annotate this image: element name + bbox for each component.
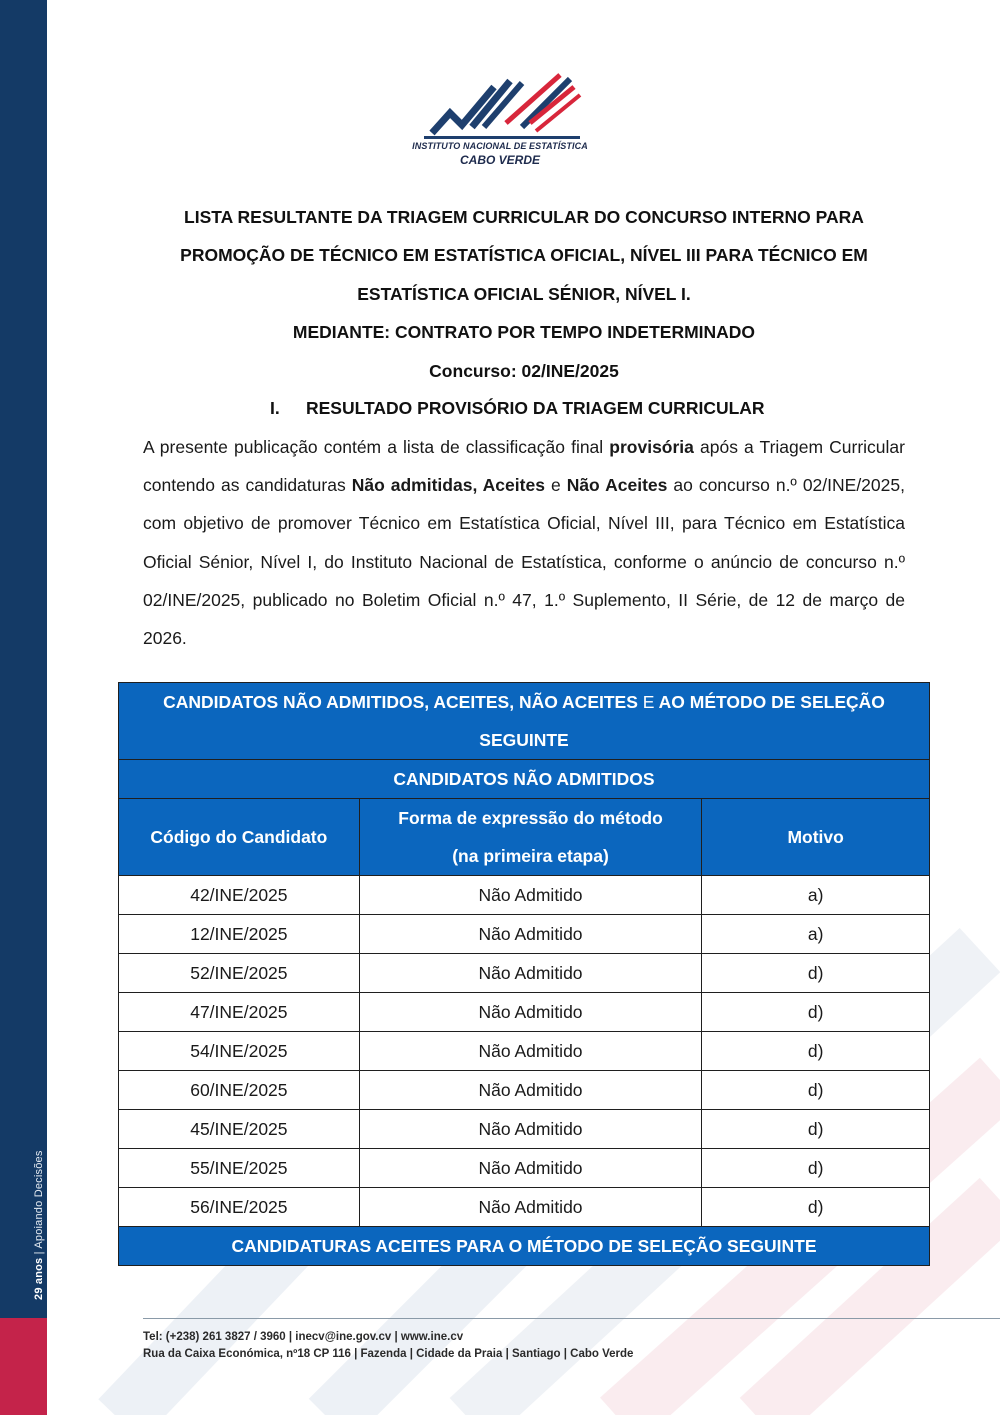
table-row	[119, 1032, 930, 1071]
column-header-method-line1: Forma de expressão do método	[398, 808, 663, 828]
table-column-header-row	[119, 799, 930, 876]
sidebar-red-block	[0, 1318, 47, 1415]
sidebar-slogan-text: Apoiando Decisões	[33, 1150, 45, 1249]
cell-reason: a)	[702, 915, 930, 954]
cell-reason: d)	[702, 993, 930, 1032]
sidebar-years: 29 anos	[33, 1257, 45, 1300]
table-title	[119, 683, 930, 760]
logo-country-name: CABO VERDE	[459, 153, 540, 167]
table-row	[119, 1188, 930, 1227]
table-title-part-c: AO MÉTODO DE SELEÇÃO SEGUINTE	[479, 692, 885, 750]
para-bold-admitidas: Não admitidas, Aceites	[351, 475, 545, 496]
table-row	[119, 1149, 930, 1188]
cell-reason: d)	[702, 1110, 930, 1149]
footer-contacts: Tel: (+238) 261 3827 / 3960 | inecv@ine.gov.cv | www.ine.cv	[143, 1331, 464, 1343]
para-text-4: ao concurso n.º 02/INE/2025, com objetivo de promover Técnico em Estatística Oficial, Nível III, para Técnico em Estatística Oficial Sénior, Nível I, do Instituto Nacional de Estatística, conforme o anúncio de concurso n.º 02/INE/2025, publicado no Boletim Oficial n.º 47, 1.º Suplemento, II Série, de 12 de março de 2026.	[143, 475, 905, 649]
cell-method: Não Admitido	[359, 915, 702, 954]
para-text-1: A presente publicação contém a lista de classificação final	[143, 437, 610, 457]
cell-reason: d)	[702, 954, 930, 993]
table-row	[119, 915, 930, 954]
cell-method: Não Admitido	[359, 1032, 702, 1071]
section-heading	[270, 398, 765, 419]
title-line-3: ESTATÍSTICA OFICIAL SÉNIOR, NÍVEL I.	[357, 284, 691, 304]
cell-candidate-code: 42/INE/2025	[119, 876, 360, 915]
column-header-reason: Motivo	[702, 799, 930, 876]
cell-method: Não Admitido	[359, 993, 702, 1032]
cell-candidate-code: 52/INE/2025	[119, 954, 360, 993]
cell-candidate-code: 55/INE/2025	[119, 1149, 360, 1188]
para-bold-provisoria: provisória	[609, 437, 694, 457]
column-header-method	[359, 799, 702, 876]
cell-candidate-code: 56/INE/2025	[119, 1188, 360, 1227]
cell-reason: d)	[702, 1071, 930, 1110]
table-row	[119, 1071, 930, 1110]
footer-address: Rua da Caixa Económica, nº18 CP 116 | Fazenda | Cidade da Praia | Santiago | Cabo Verde	[143, 1348, 634, 1360]
cell-method: Não Admitido	[359, 954, 702, 993]
intro-paragraph	[143, 428, 905, 657]
section-title: RESULTADO PROVISÓRIO DA TRIAGEM CURRICULAR	[306, 398, 765, 418]
column-header-method-line2: (na primeira etapa)	[452, 846, 609, 866]
cell-reason: d)	[702, 1149, 930, 1188]
accepted-candidates-header: CANDIDATURAS ACEITES PARA O MÉTODO DE SELEÇÃO SEGUINTE	[119, 1227, 930, 1266]
cell-method: Não Admitido	[359, 1110, 702, 1149]
cell-reason: d)	[702, 1032, 930, 1071]
cell-candidate-code: 60/INE/2025	[119, 1071, 360, 1110]
footer-divider	[143, 1318, 1000, 1319]
cell-candidate-code: 45/INE/2025	[119, 1110, 360, 1149]
table-title-part-a: CANDIDATOS NÃO ADMITIDOS, ACEITES, NÃO ACEITES	[163, 692, 643, 712]
table-row	[119, 954, 930, 993]
cell-method: Não Admitido	[359, 876, 702, 915]
table-title-row	[119, 683, 930, 760]
column-header-code: Código do Candidato	[119, 799, 360, 876]
table-accepted-header-row	[119, 1227, 930, 1266]
title-line-2: PROMOÇÃO DE TÉCNICO EM ESTATÍSTICA OFICIAL, NÍVEL III PARA TÉCNICO EM	[180, 245, 868, 265]
cell-candidate-code: 47/INE/2025	[119, 993, 360, 1032]
table-row	[119, 876, 930, 915]
table-title-part-b: E	[642, 692, 655, 712]
sidebar-slogan	[33, 1150, 45, 1300]
cell-reason: a)	[702, 876, 930, 915]
table-subheader: CANDIDATOS NÃO ADMITIDOS	[119, 760, 930, 799]
cell-method: Não Admitido	[359, 1071, 702, 1110]
para-text-3: e	[544, 475, 567, 496]
cell-method: Não Admitido	[359, 1188, 702, 1227]
cell-reason: d)	[702, 1188, 930, 1227]
cell-candidate-code: 54/INE/2025	[119, 1032, 360, 1071]
para-bold-nao-aceites: Não Aceites	[566, 475, 668, 496]
cell-candidate-code: 12/INE/2025	[119, 915, 360, 954]
table-row	[119, 1110, 930, 1149]
results-table	[118, 682, 930, 1266]
logo-institute-name: INSTITUTO NACIONAL DE ESTATÍSTICA	[412, 141, 588, 151]
table-subheader-row	[119, 760, 930, 799]
contest-number: Concurso: 02/INE/2025	[429, 361, 619, 381]
table-row	[119, 993, 930, 1032]
contract-type: MEDIANTE: CONTRATO POR TEMPO INDETERMINADO	[292, 322, 756, 342]
sidebar-separator: |	[33, 1251, 45, 1255]
section-number: I.	[270, 398, 280, 418]
cell-method: Não Admitido	[359, 1149, 702, 1188]
para-text-2: após a Triagem Curricular contendo as candidaturas	[143, 437, 905, 496]
title-line-1: LISTA RESULTANTE DA TRIAGEM CURRICULAR DO CONCURSO INTERNO PARA	[184, 207, 864, 227]
